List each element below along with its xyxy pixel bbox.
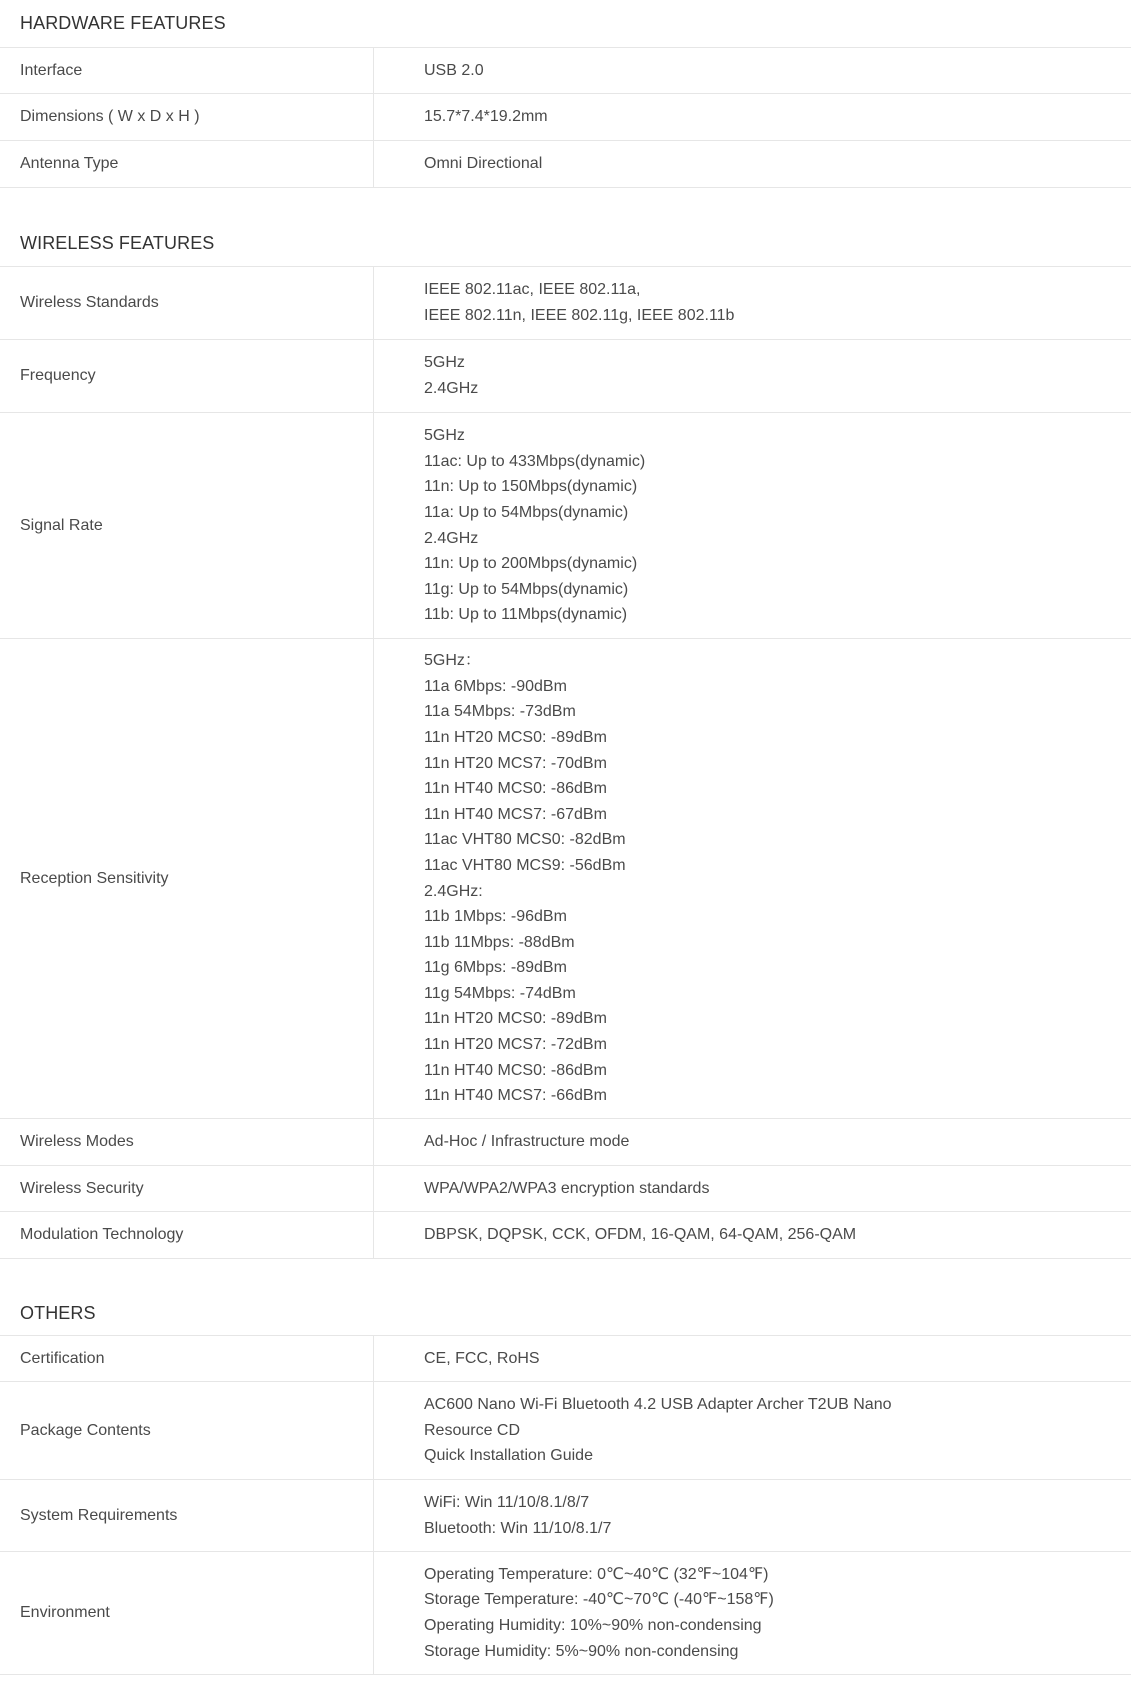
spec-value-line: 2.4GHz: [424, 529, 479, 547]
spec-value-line: 2.4GHz: [424, 380, 479, 397]
spec-row-certification: [0, 1336, 1131, 1382]
spec-value-line: Storage Humidity: 5%~90% non-condensing: [424, 1642, 739, 1660]
spec-row-frequency: [0, 340, 1131, 413]
spec-value-line: Quick Installation Guide: [424, 1447, 593, 1465]
spec-label: Environment: [0, 1552, 374, 1674]
spec-label: Antenna Type: [0, 141, 374, 187]
spec-label: Package Contents: [0, 1382, 374, 1479]
spec-value: [374, 639, 1131, 1118]
spec-value-line: 11b: Up to 11Mbps(dynamic): [424, 606, 628, 624]
spec-value-line: 11ac VHT80 MCS0: -82dBm: [424, 831, 626, 849]
section-title-hardware: HARDWARE FEATURES: [0, 0, 1131, 48]
spec-value-line: 11b 11Mbps: -88dBm: [424, 933, 575, 951]
spec-value: [374, 141, 1131, 187]
spec-label: Frequency: [0, 340, 374, 412]
spec-value-line: 11n HT20 MCS0: -89dBm: [424, 1010, 607, 1028]
spec-value-line: 11a 54Mbps: -73dBm: [424, 703, 576, 721]
spec-value-line: 11ac VHT80 MCS9: -56dBm: [424, 856, 626, 874]
others-table: [0, 1336, 1131, 1675]
spec-row-wireless-modes: [0, 1119, 1131, 1166]
spec-value-line: 11n HT20 MCS7: -72dBm: [424, 1036, 607, 1054]
spec-value: [374, 1212, 1131, 1258]
spec-value: [374, 1552, 1131, 1674]
spec-label: Wireless Modes: [0, 1119, 374, 1165]
spec-value-line: 11n HT20 MCS0: -89dBm: [424, 728, 607, 746]
wireless-table: [0, 267, 1131, 1259]
hardware-table: [0, 48, 1131, 188]
spec-value-line: CE, FCC, RoHS: [424, 1349, 540, 1367]
spec-row-wireless-security: [0, 1166, 1131, 1212]
spec-value: [374, 1119, 1131, 1165]
spec-value-line: Omni Directional: [424, 155, 543, 173]
spec-value-line: 11g 6Mbps: -89dBm: [424, 959, 567, 977]
spec-label: Signal Rate: [0, 413, 374, 638]
spec-row-modulation-technology: [0, 1212, 1131, 1259]
spec-value-line: WPA/WPA2/WPA3 encryption standards: [424, 1179, 710, 1197]
spec-row-reception-sensitivity: [0, 639, 1131, 1119]
spec-value-line: 11n HT40 MCS7: -66dBm: [424, 1087, 607, 1105]
spec-value-line: Ad-Hoc / Infrastructure mode: [424, 1133, 630, 1151]
spec-label: Dimensions ( W x D x H ): [0, 94, 374, 140]
spec-value-line: 11n: Up to 150Mbps(dynamic): [424, 478, 638, 496]
spec-value-line: Operating Humidity: 10%~90% non-condensing: [424, 1617, 762, 1634]
spec-value-line: 5GHz: [424, 354, 465, 372]
spec-value-line: IEEE 802.11n, IEEE 802.11g, IEEE 802.11b: [424, 307, 735, 324]
spec-row-package-contents: [0, 1382, 1131, 1480]
spec-value: [374, 267, 1131, 339]
spec-value-line: 2.4GHz:: [424, 882, 483, 900]
spec-value-line: 11g 54Mbps: -74dBm: [424, 984, 576, 1002]
spec-value-line: USB 2.0: [424, 61, 484, 79]
spec-label: Wireless Standards: [0, 267, 374, 339]
spec-row-interface: [0, 48, 1131, 94]
section-title-wireless: WIRELESS FEATURES: [0, 220, 1131, 267]
spec-label: Modulation Technology: [0, 1212, 374, 1258]
spec-value-line: Bluetooth: Win 11/10/8.1/7: [424, 1519, 612, 1537]
section-gap: [0, 1259, 1131, 1291]
spec-value-line: 11n HT40 MCS0: -86dBm: [424, 1061, 607, 1079]
spec-value-line: 11b 1Mbps: -96dBm: [424, 908, 567, 926]
spec-value-line: 5GHz: [424, 427, 465, 445]
spec-label: Wireless Security: [0, 1166, 374, 1211]
spec-row-dimensions: [0, 94, 1131, 141]
spec-value: [374, 413, 1131, 638]
section-gap: [0, 188, 1131, 220]
spec-label: System Requirements: [0, 1480, 374, 1551]
spec-label: Certification: [0, 1336, 374, 1381]
spec-row-system-requirements: [0, 1480, 1131, 1552]
spec-row-wireless-standards: [0, 267, 1131, 340]
spec-value: [374, 1382, 1131, 1479]
spec-value: [374, 1166, 1131, 1211]
spec-value-line: AC600 Nano Wi-Fi Bluetooth 4.2 USB Adapter Archer T2UB Nano: [424, 1396, 892, 1414]
spec-value: [374, 48, 1131, 93]
spec-row-signal-rate: [0, 413, 1131, 639]
spec-value-line: 11ac: Up to 433Mbps(dynamic): [424, 452, 646, 470]
spec-row-environment: [0, 1552, 1131, 1675]
spec-value-line: 5GHz：: [424, 652, 481, 670]
spec-value-line: Operating Temperature: 0℃~40℃ (32℉~104℉): [424, 1565, 769, 1583]
spec-value-line: Resource CD: [424, 1421, 521, 1439]
spec-value-line: 11a: Up to 54Mbps(dynamic): [424, 503, 629, 521]
spec-label: Interface: [0, 48, 374, 93]
spec-value: [374, 1480, 1131, 1551]
spec-value: [374, 340, 1131, 412]
spec-value-line: IEEE 802.11ac, IEEE 802.11a,: [424, 281, 641, 299]
spec-value-line: 15.7*7.4*19.2mm: [424, 108, 548, 126]
spec-value-line: 11a 6Mbps: -90dBm: [424, 677, 567, 695]
spec-row-antenna-type: [0, 141, 1131, 188]
spec-label: Reception Sensitivity: [0, 639, 374, 1118]
spec-value: [374, 94, 1131, 140]
spec-value-line: DBPSK, DQPSK, CCK, OFDM, 16-QAM, 64-QAM, 256-QAM: [424, 1226, 857, 1244]
spec-value-line: Storage Temperature: -40℃~70℃ (-40℉~158℉): [424, 1591, 774, 1609]
spec-value-line: 11n HT40 MCS7: -67dBm: [424, 805, 607, 823]
section-title-others: OTHERS: [0, 1291, 1131, 1336]
spec-value-line: 11n HT40 MCS0: -86dBm: [424, 780, 607, 798]
spec-value-line: 11g: Up to 54Mbps(dynamic): [424, 580, 629, 598]
spec-value-line: WiFi: Win 11/10/8.1/8/7: [424, 1493, 590, 1511]
spec-value: [374, 1336, 1131, 1381]
spec-value-line: 11n: Up to 200Mbps(dynamic): [424, 555, 638, 573]
spec-value-line: 11n HT20 MCS7: -70dBm: [424, 754, 607, 772]
